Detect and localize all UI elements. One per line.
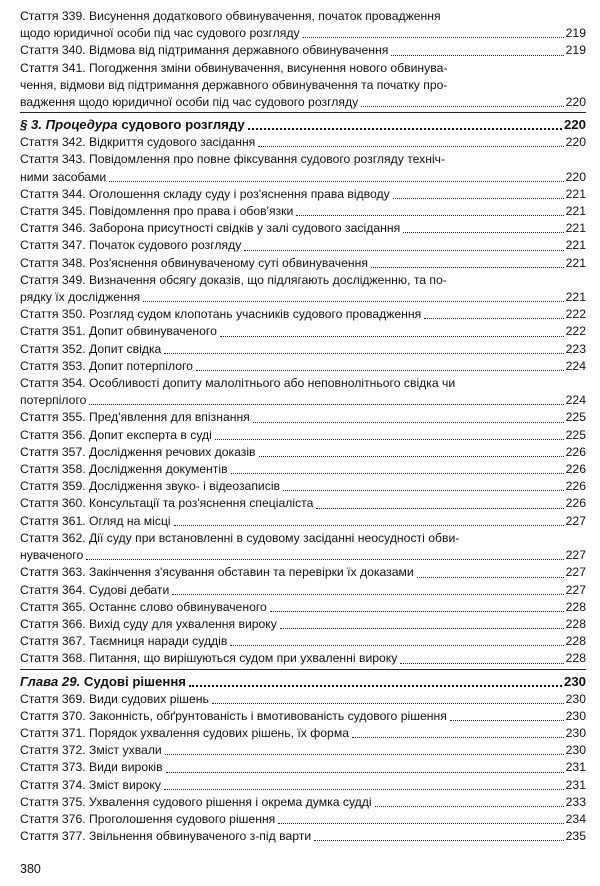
- dot-leader: [361, 106, 563, 107]
- toc-entry: [20, 564, 586, 581]
- entry-title-line: Стаття 353. Допит потерпілого: [20, 358, 193, 373]
- entry-title-line: Стаття 344. Оголошення складу суду і роз'яснення права відводу: [20, 186, 390, 201]
- entry-title-line: чення, відмови від підтримання державного обвинувачення та початку про-: [20, 77, 448, 92]
- toc-entry: [20, 742, 586, 759]
- toc-entry: [20, 650, 586, 667]
- toc-entry: [20, 828, 586, 845]
- entry-title-line: Стаття 351. Допит обвинуваченого: [20, 324, 217, 339]
- entry-page-number: 228: [565, 616, 586, 631]
- entry-title-line: Стаття 340. Відмова від підтримання державного обвинувачення: [20, 43, 389, 58]
- toc-entry: [20, 495, 586, 512]
- entry-title-line: Стаття 377. Звільнення обвинуваченого з-під варти: [20, 829, 312, 844]
- toc-entry: [20, 599, 586, 616]
- entry-page-number: 222: [565, 324, 586, 339]
- entry-title-line: Стаття 376. Проголошення судового рішення: [20, 811, 276, 826]
- entry-title-line: нуваченого: [20, 548, 84, 563]
- table-of-contents: [20, 8, 586, 845]
- entry-title-line: Стаття 349. Визначення обсягу доказів, що підлягають дослідженню, та по-: [20, 272, 447, 287]
- section-title: Судові рішення: [80, 673, 186, 689]
- entry-page-number: 220: [565, 135, 586, 150]
- page-number: 380: [20, 862, 41, 876]
- entry-title-line: Стаття 374. Зміст вироку: [20, 777, 161, 792]
- dot-leader: [109, 181, 564, 182]
- entry-page-number: 219: [565, 43, 586, 58]
- entry-page-number: 222: [565, 307, 586, 322]
- toc-entry: [20, 60, 586, 112]
- dot-leader: [253, 422, 564, 423]
- entry-page-number: 228: [565, 634, 586, 649]
- entry-page-number: 230: [565, 691, 586, 706]
- section-prefix: § 3. Процедура: [20, 117, 118, 133]
- entry-title-line: Стаття 350. Розгляд судом клопотань учасників судового провадження: [20, 307, 422, 322]
- entry-page-number: 225: [565, 410, 586, 425]
- entry-page-number: 227: [565, 582, 586, 597]
- entry-title-line: Стаття 367. Таємниця наради суддів: [20, 634, 228, 649]
- dot-leader: [393, 198, 564, 199]
- entry-title-line: Стаття 360. Консультації та роз'яснення спеціаліста: [20, 496, 314, 511]
- toc-entry: [20, 306, 586, 323]
- entry-page-number: 235: [565, 829, 586, 844]
- entry-title-line: Стаття 361. Огляд на місці: [20, 513, 171, 528]
- entry-title-line: Стаття 368. Питання, що вирішуються судом при ухваленні вироку: [20, 651, 398, 666]
- dot-leader: [352, 737, 564, 738]
- dot-leader: [270, 611, 564, 612]
- dot-leader: [314, 840, 564, 841]
- entry-page-number: 224: [565, 393, 586, 408]
- entry-title-line: Стаття 363. Закінчення з'ясування обставин та перевірки їх доказами: [20, 565, 414, 580]
- toc-entry: [20, 444, 586, 461]
- entry-page-number: 219: [565, 26, 586, 41]
- entry-page-number: 226: [565, 496, 586, 511]
- entry-page-number: 227: [565, 565, 586, 580]
- toc-entry: [20, 255, 586, 272]
- dot-leader: [230, 645, 563, 646]
- section-title: судового розгляду: [117, 117, 245, 133]
- entry-page-number: 228: [565, 599, 586, 614]
- toc-entry: [20, 203, 586, 220]
- dot-leader: [375, 806, 564, 807]
- dot-leader: [280, 628, 564, 629]
- entry-page-number: 221: [565, 204, 586, 219]
- entry-page-number: 234: [565, 811, 586, 826]
- entry-page-number: 223: [565, 341, 586, 356]
- dot-leader: [220, 336, 564, 337]
- toc-entry: [20, 427, 586, 444]
- entry-title-line: Стаття 364. Судові дебати: [20, 582, 170, 597]
- entry-title-line: Стаття 366. Вихід суду для ухвалення вироку: [20, 616, 277, 631]
- toc-entry: [20, 8, 586, 42]
- toc-entry: [20, 134, 586, 151]
- dot-leader: [86, 559, 563, 560]
- toc-entry: [20, 375, 586, 409]
- toc-entry: [20, 323, 586, 340]
- dot-leader: [283, 490, 564, 491]
- toc-section-heading: [20, 669, 586, 691]
- entry-page-number: 231: [565, 777, 586, 792]
- toc-entry: [20, 616, 586, 633]
- entry-title-line: Стаття 358. Дослідження документів: [20, 462, 228, 477]
- toc-entry: [20, 691, 586, 708]
- entry-title-line: Стаття 356. Допит експерта в суді: [20, 427, 212, 442]
- toc-entry: [20, 358, 586, 375]
- entry-title-line: Стаття 373. Види вироків: [20, 760, 163, 775]
- entry-title-line: Стаття 347. Початок судового розгляду: [20, 238, 242, 253]
- dot-leader: [164, 353, 563, 354]
- entry-page-number: 228: [565, 651, 586, 666]
- entry-page-number: 230: [565, 743, 586, 758]
- dot-leader: [400, 663, 563, 664]
- dot-leader: [189, 685, 562, 687]
- dot-leader: [166, 772, 564, 773]
- entry-title-line: потерпілого: [20, 393, 87, 408]
- toc-entry: [20, 272, 586, 306]
- dot-leader: [172, 594, 563, 595]
- entry-title-line: вадження щодо юридичної особи під час судового розгляду: [20, 95, 359, 110]
- dot-leader: [371, 267, 564, 268]
- dot-leader: [417, 577, 564, 578]
- entry-title-line: Стаття 370. Законність, обґрунтованість і вмотивованість судового рішення: [20, 708, 447, 723]
- toc-entry: [20, 725, 586, 742]
- entry-page-number: 230: [565, 725, 586, 740]
- toc-entry: [20, 461, 586, 478]
- entry-title-line: Стаття 375. Ухвалення судового рішення і окрема думка судді: [20, 794, 372, 809]
- dot-leader: [231, 473, 564, 474]
- entry-page-number: 220: [563, 117, 586, 133]
- entry-title-line: ними засобами: [20, 169, 107, 184]
- entry-page-number: 225: [565, 427, 586, 442]
- dot-leader: [303, 37, 564, 38]
- entry-title-line: Стаття 369. Види судових рішень: [20, 691, 209, 706]
- entry-page-number: 221: [565, 290, 586, 305]
- entry-title-line: Стаття 342. Відкриття судового засідання: [20, 135, 256, 150]
- dot-leader: [165, 754, 564, 755]
- dot-leader: [212, 703, 564, 704]
- entry-page-number: 220: [565, 95, 586, 110]
- entry-page-number: 224: [565, 358, 586, 373]
- toc-entry: [20, 151, 586, 185]
- toc-entry: [20, 237, 586, 254]
- toc-section-heading: [20, 112, 586, 134]
- entry-title-line: Стаття 371. Порядок ухвалення судових рішень, їх форма: [20, 725, 349, 740]
- entry-page-number: 231: [565, 760, 586, 775]
- toc-entry: [20, 42, 586, 59]
- entry-page-number: 221: [565, 221, 586, 236]
- entry-title-line: Стаття 354. Особливості допиту малолітнього або неповнолітнього свідка чи: [20, 376, 456, 391]
- dot-leader: [278, 823, 563, 824]
- entry-title-line: щодо юридичної особи під час судового розгляду: [20, 26, 300, 41]
- entry-page-number: 233: [565, 794, 586, 809]
- entry-page-number: 230: [565, 708, 586, 723]
- toc-entry: [20, 777, 586, 794]
- toc-entry: [20, 811, 586, 828]
- entry-page-number: 226: [565, 444, 586, 459]
- dot-leader: [248, 128, 562, 130]
- entry-page-number: 221: [565, 186, 586, 201]
- entry-page-number: 227: [565, 548, 586, 563]
- dot-leader: [450, 720, 564, 721]
- toc-entry: [20, 220, 586, 237]
- entry-title-line: рядку їх дослідження: [20, 290, 141, 305]
- toc-entry: [20, 530, 586, 564]
- entry-title-line: Стаття 355. Пред'явлення для впізнання: [20, 410, 250, 425]
- toc-entry: [20, 794, 586, 811]
- dot-leader: [391, 55, 563, 56]
- dot-leader: [296, 215, 563, 216]
- toc-entry: [20, 633, 586, 650]
- dot-leader: [244, 250, 563, 251]
- entry-page-number: 221: [565, 238, 586, 253]
- entry-title-line: Стаття 341. Погодження зміни обвинувачення, висунення нового обвинува-: [20, 60, 448, 75]
- entry-page-number: 221: [565, 255, 586, 270]
- entry-title-line: Стаття 345. Повідомлення про права і обов'язки: [20, 204, 294, 219]
- dot-leader: [258, 146, 563, 147]
- entry-page-number: 226: [565, 462, 586, 477]
- dot-leader: [196, 370, 564, 371]
- toc-entry: [20, 341, 586, 358]
- toc-entry: [20, 708, 586, 725]
- dot-leader: [215, 439, 564, 440]
- toc-entry: [20, 513, 586, 530]
- entry-title-line: Стаття 357. Дослідження речових доказів: [20, 444, 256, 459]
- section-prefix: Глава 29.: [20, 673, 81, 689]
- entry-page-number: 220: [565, 169, 586, 184]
- dot-leader: [316, 508, 563, 509]
- dot-leader: [259, 456, 564, 457]
- entry-page-number: 226: [565, 479, 586, 494]
- dot-leader: [174, 525, 564, 526]
- toc-entry: [20, 478, 586, 495]
- entry-title-line: Стаття 346. Заборона присутності свідків у залі судового засідання: [20, 221, 401, 236]
- entry-title-line: Стаття 359. Дослідження звуко- і відеозаписів: [20, 479, 281, 494]
- entry-title-line: Стаття 348. Роз'яснення обвинуваченому суті обвинувачення: [20, 255, 368, 270]
- entry-title-line: Стаття 365. Останнє слово обвинуваченого: [20, 599, 267, 614]
- entry-title-line: Стаття 343. Повідомлення про повне фіксування судового розгляду техніч-: [20, 152, 446, 167]
- entry-title-line: Стаття 362. Дії суду при встановленні в судовому засіданні неосудності обви-: [20, 530, 460, 545]
- toc-entry: [20, 582, 586, 599]
- dot-leader: [143, 301, 564, 302]
- dot-leader: [403, 232, 563, 233]
- dot-leader: [424, 318, 563, 319]
- dot-leader: [164, 789, 564, 790]
- toc-entry: [20, 186, 586, 203]
- entry-title-line: Стаття 372. Зміст ухвали: [20, 743, 162, 758]
- toc-entry: [20, 759, 586, 776]
- toc-entry: [20, 409, 586, 426]
- entry-title-line: Стаття 352. Допит свідка: [20, 341, 162, 356]
- entry-title-line: Стаття 339. Висунення додаткового обвинувачення, початок провадження: [20, 9, 441, 23]
- entry-page-number: 230: [563, 673, 586, 689]
- entry-page-number: 227: [565, 513, 586, 528]
- dot-leader: [89, 404, 563, 405]
